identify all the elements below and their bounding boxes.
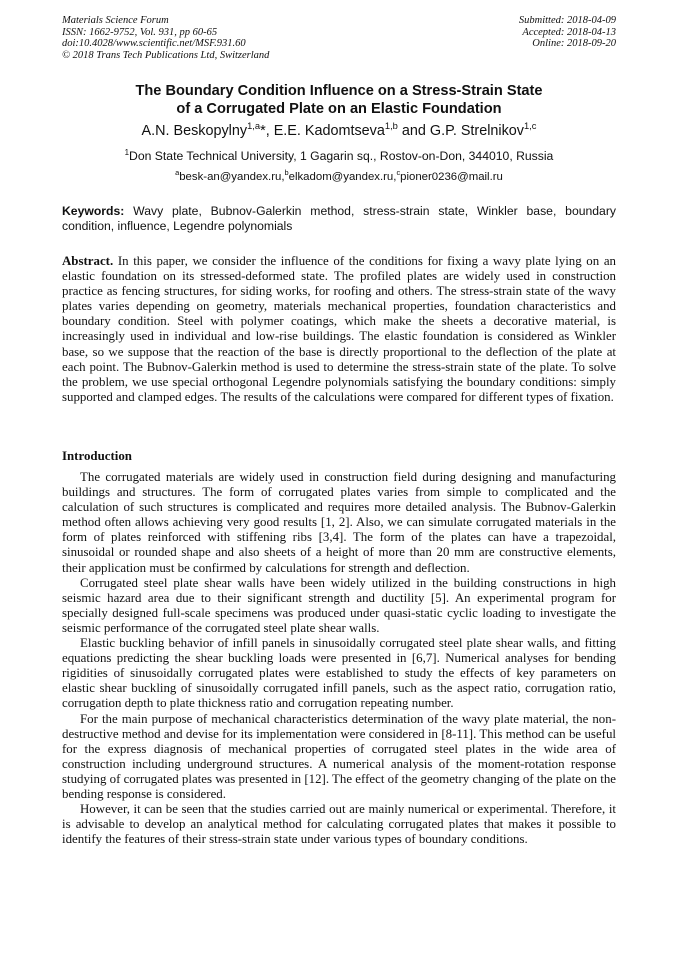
affiliation-text: Don State Technical University, 1 Gagarin sq., Rostov-on-Don, 344010, Russia bbox=[129, 149, 554, 163]
submission-dates bbox=[519, 15, 616, 50]
author-1: A.N. Beskopylny bbox=[141, 123, 248, 139]
keywords-label: Keywords: bbox=[62, 204, 125, 218]
title-line-1: The Boundary Condition Influence on a Stress-Strain State bbox=[135, 83, 543, 99]
author-2-affiliation: 1,b bbox=[384, 121, 398, 132]
paper-title bbox=[62, 82, 616, 118]
paragraph: For the main purpose of mechanical characteristics determination of the wavy plate material, the non-destructive method and devise for its implementation were considered in [8-11]. This method can be useful for the express diagnosis of mechanical properties of corrugated steel plates in the wide area of construction including underground structures. A numerical analysis of the moment-rotation response studying of corrugated plates was presented in [12]. The effect of the geometry changing of the plate on the bending response is considered. bbox=[62, 711, 616, 801]
journal-doi: doi:10.4028/www.scientific.net/MSF.931.60 bbox=[62, 38, 246, 50]
author-3-affiliation: 1,c bbox=[524, 121, 537, 132]
journal-copyright: © 2018 Trans Tech Publications Ltd, Switzerland bbox=[62, 49, 270, 61]
author-1-affiliation: 1,a bbox=[247, 121, 261, 132]
keywords bbox=[62, 204, 616, 235]
paragraph: However, it can be seen that the studies carried out are mainly numerical or experimental. Therefore, it is advisable to develop an analytical method for calculating corrugated plates that makes it possible to identify the features of their stress-strain state under various types of boundary conditions. bbox=[62, 802, 616, 847]
submitted-date: Submitted: 2018-04-09 bbox=[518, 15, 616, 26]
email-b: elkadom@yandex.ru, bbox=[288, 171, 397, 183]
abstract bbox=[62, 254, 616, 405]
title-line-2: of a Corrugated Plate on an Elastic Foundation bbox=[176, 101, 502, 117]
email-a-mark: a bbox=[175, 168, 180, 178]
email-a: besk-an@yandex.ru, bbox=[179, 171, 285, 183]
author-separator: , bbox=[265, 123, 274, 139]
email-c-mark: c bbox=[396, 168, 401, 178]
author-2: E.E. Kadomtseva bbox=[273, 123, 385, 139]
abstract-text: In this paper, we consider the influence of the conditions for fixing a wavy plate lying on an elastic foundation on its stressed-deformed state. The profiled plates are widely used in construction practice as fencing structures, for siding works, for roofing and others. The stress-strain state of the wavy plates varies depending on geometry, materials mechanical properties, foundation characteristics and boundary condition. Steel with polymer coatings, which make the sheets a decorative material, is increasingly used in individual and low-rise buildings. The elastic foundation is considered as Winkler base, so we suppose that the reaction of the base is directly proportional to the deflection of the plate at each point. The Bubnov-Galerkin method is used to determine the stress-strain state of the plate. To solve the problem, we use special orthogonal Legendre polynomials satisfying the boundary conditions: simply supported and clamped edges. The results of the calculations were compared for different types of fixation. bbox=[62, 254, 616, 404]
accepted-date: Accepted: 2018-04-13 bbox=[522, 26, 616, 38]
email-c: pioner0236@mail.ru bbox=[400, 171, 503, 183]
journal-issn: ISSN: 1662-9752, Vol. 931, pp 60-65 bbox=[62, 26, 218, 38]
affiliation-mark: 1 bbox=[124, 147, 130, 157]
introduction-heading: Introduction bbox=[62, 449, 132, 463]
keywords-text: Wavy plate, Bubnov-Galerkin method, stress-strain state, Winkler base, boundary condition, influence, Legendre polynomials bbox=[62, 204, 616, 234]
email-b-mark: b bbox=[284, 168, 289, 178]
paragraph: The corrugated materials are widely used in construction field during designing and manufacturing buildings and structures. The form of corrugated plates varies from simple to complicated and the calculation of such structures is complicated and requires more detailed analysis. The Bubnov-Galerkin method often allows achieving very good results [1, 2]. Also, we can simulate corrugated materials in the form of plates reinforced with stiffening ribs [3,4]. The form of the plates can have a trapezoidal, sinusoidal or rounded shape and also sheets of a height of more than 20 mm are constructive elements, their application must be confirmed by calculations for strength and deflection. bbox=[62, 470, 616, 575]
online-date: Online: 2018-09-20 bbox=[532, 38, 616, 50]
paragraph: Corrugated steel plate shear walls have been widely utilized in the building constructions in high seismic hazard area due to their significant strength and ductility [5]. An experimental program for specially designed full-scale specimens was produced under quasi-static cyclic loading to investigate the seismic performance of the corrugated steel plate shear walls. bbox=[62, 575, 616, 635]
author-3: G.P. Strelnikov bbox=[429, 123, 525, 139]
introduction-body bbox=[62, 470, 616, 847]
corresponding-mark: * bbox=[260, 123, 266, 139]
journal-info bbox=[62, 15, 269, 61]
abstract-label: Abstract. bbox=[62, 254, 114, 268]
affiliation bbox=[62, 148, 616, 164]
paragraph: Elastic buckling behavior of infill panels in sinusoidally corrugated steel plate shear walls, and fitting equations predicting the shear buckling loads were presented in [6,7]. Numerical analyses for bending rigidities of sinusoidally corrugated plates were established to study the effects of key parameters on elastic shear buckling of sinusoidally corrugated infill panels, such as the aspect ratio, corrugation ratio, corrugation depth to plate thickness ratio and corrugation repeating number. bbox=[62, 636, 616, 711]
journal-name: Materials Science Forum bbox=[62, 15, 169, 26]
author-separator: and bbox=[397, 123, 430, 139]
email-list bbox=[62, 170, 616, 185]
author-list bbox=[62, 122, 616, 140]
